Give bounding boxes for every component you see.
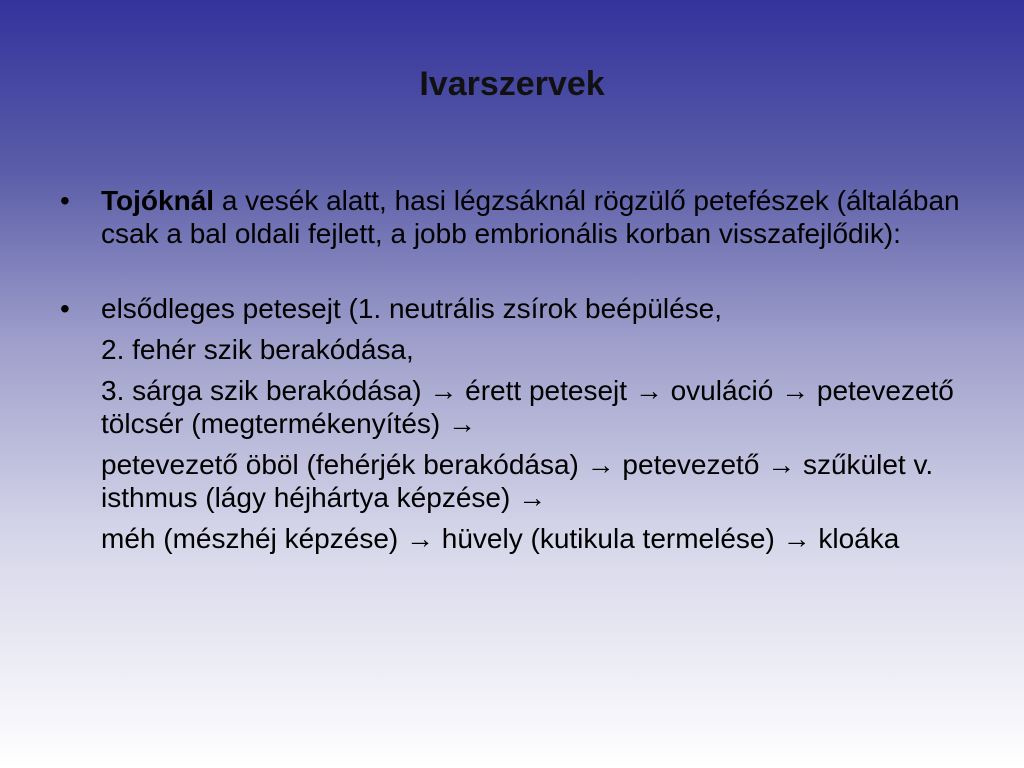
bullet-line: 2. fehér szik berakódása, (101, 334, 414, 365)
bullet-bold-term: Tojóknál (101, 185, 215, 216)
bullet-item-petesejt (58, 292, 968, 555)
bullet-dot: • (60, 293, 70, 324)
bullet-text: a vesék alatt, hasi légzsáknál rögzülő petefészek (általában csak a bal oldali fejlett, a jobb embrionális korban visszafejlődik): (101, 185, 960, 249)
slide-content (58, 184, 968, 555)
slide-title: Ivarszervek (419, 65, 605, 103)
bullet-line: 3. sárga szik berakódása) → érett petesejt → ovuláció → petevezető tölcsér (megtermékenyítés) → (101, 375, 954, 439)
bullet-line: elsődleges petesejt (1. neutrális zsírok beépülése, (101, 293, 723, 324)
bullet-line: méh (mészhéj képzése) → hüvely (kutikula termelése) → kloáka (101, 523, 900, 554)
bullet-line: petevezető öböl (fehérjék berakódása) → petevezető → szűkület v. isthmus (lágy héjhártya képzése) → (101, 449, 934, 513)
bullet-dot: • (60, 185, 70, 216)
bullet-item-tojoknal (58, 184, 968, 250)
